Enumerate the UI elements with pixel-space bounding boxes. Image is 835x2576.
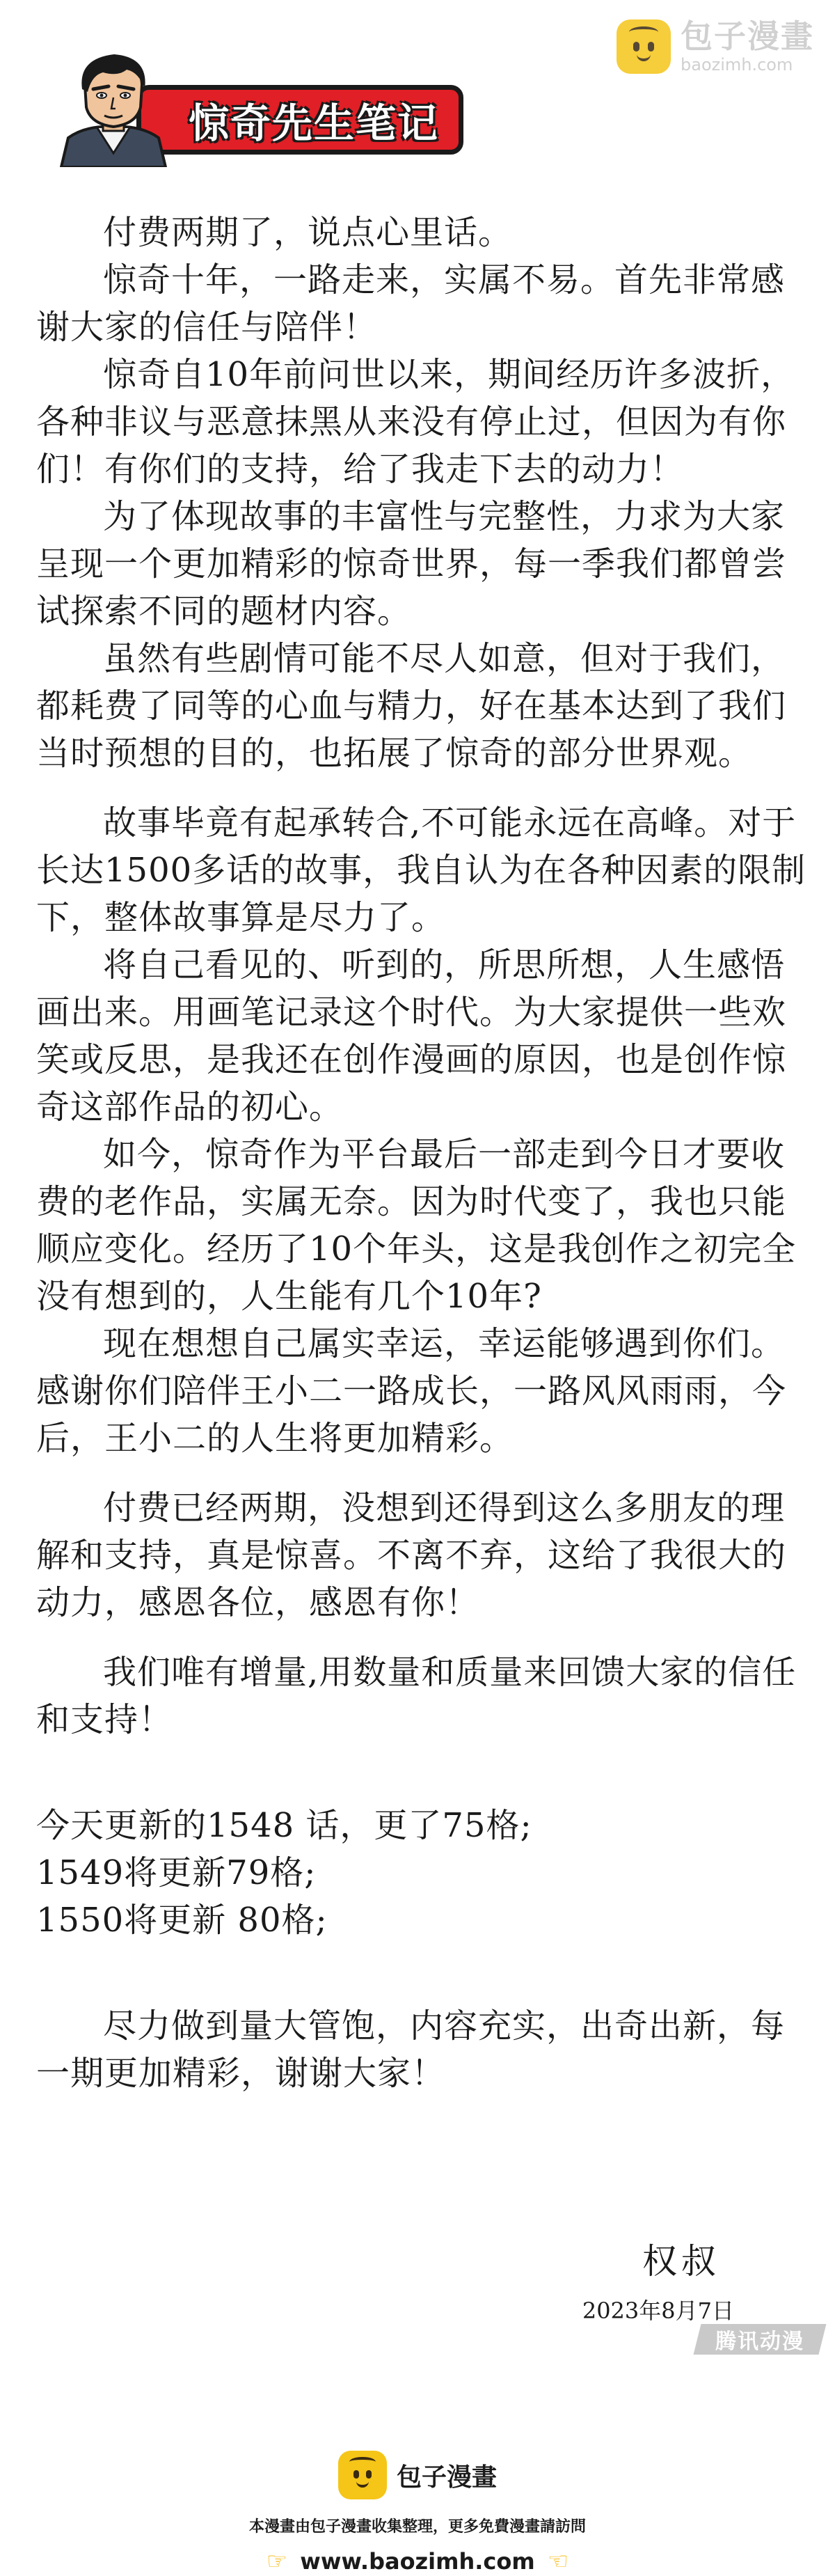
letter-paragraph: 虽然有些剧情可能不尽人如意，但对于我们，都耗费了同等的心血与精力，好在基本达到了我们当时预想的目的，也拓展了惊奇的部分世界观。 <box>36 639 787 773</box>
letter-paragraph: 将自己看见的、听到的，所思所想，人生感悟画出来。用画笔记录这个时代。为大家提供一些欢笑或反思，是我还在创作漫画的原因，也是创作惊奇这部作品的初心。 <box>36 945 787 1126</box>
footer-note: 本漫畫由包子漫畫收集整理，更多免費漫畫請訪問 <box>248 2518 586 2536</box>
letter-paragraph: 故事毕竟有起承转合,不可能永远在高峰。对于长达1500多话的故事，我自认为在各种因素的限制下，整体故事算是尽力了。 <box>36 803 806 937</box>
signature-name: 权叔 <box>642 2241 720 2282</box>
update-line: 1549将更新79格; <box>36 1853 317 1892</box>
footer <box>0 2451 835 2575</box>
letter-paragraph: 我们唯有增量,用数量和质量来回馈大家的信任和支持！ <box>36 1653 797 1739</box>
footer-url-link[interactable]: www.baozimh.com <box>300 2548 535 2575</box>
update-line: 今天更新的1548 话，更了75格; <box>36 1806 532 1845</box>
footer-title: 包子漫畫 <box>396 2463 497 2492</box>
closing-paragraph: 尽力做到量大管饱，内容充实，出奇出新，每一期更加精彩，谢谢大家！ <box>36 2006 786 2093</box>
update-line: 1550将更新 80格; <box>36 1901 328 1940</box>
signature-date: 2023年8月7日 <box>582 2298 734 2324</box>
letter-paragraph: 惊奇十年，一路走来，实属不易。首先非常感谢大家的信任与陪伴！ <box>36 260 786 347</box>
tencent-watermark <box>694 2324 827 2355</box>
letter-paragraph: 付费已经两期，没想到还得到这么多朋友的理解和支持，真是惊喜。不离不弃，这给了我很大的动力，感恩各位，感恩有你！ <box>36 1489 787 1622</box>
letter-body <box>36 209 809 2097</box>
letter-paragraph: 惊奇自10年前问世以来，期间经历许多波折，各种非议与恶意抹黑从来没有停止过，但因为有你们！有你们的支持，给了我走下去的动力！ <box>36 355 795 489</box>
letter-paragraph: 如今，惊奇作为平台最后一部走到今日才要收费的老作品，实属无奈。因为时代变了，我也只能顺应变化。经历了10个年头，这是我创作之初完全没有想到的，人生能有几个10年? <box>36 1135 797 1316</box>
letter-paragraph: 付费两期了，说点心里话。 <box>103 213 513 252</box>
baozi-watermark <box>617 19 814 74</box>
notes-header <box>54 49 472 167</box>
character-portrait-icon <box>54 49 173 167</box>
title-banner <box>136 85 463 155</box>
baozi-bun-icon <box>338 2451 387 2499</box>
letter-paragraph: 为了体现故事的丰富性与完整性，力求为大家呈现一个更加精彩的惊奇世界，每一季我们都曾尝试探索不同的题材内容。 <box>36 497 787 631</box>
watermark-title: 包子漫畫 <box>681 17 814 55</box>
page-title: 惊奇先生笔记 <box>188 100 439 147</box>
signature-block <box>582 2233 734 2325</box>
letter-paragraph: 现在想想自己属实幸运，幸运能够遇到你们。感谢你们陪伴王小二一路成长，一路风风雨雨，今后，王小二的人生将更加精彩。 <box>36 1324 787 1458</box>
tencent-watermark-text: 腾讯动漫 <box>715 2330 804 2354</box>
watermark-url: baozimh.com <box>681 55 793 74</box>
pointing-hand-icon: ☜ <box>547 2547 569 2575</box>
pointing-hand-icon: ☞ <box>266 2547 288 2575</box>
baozi-bun-icon <box>617 19 671 74</box>
